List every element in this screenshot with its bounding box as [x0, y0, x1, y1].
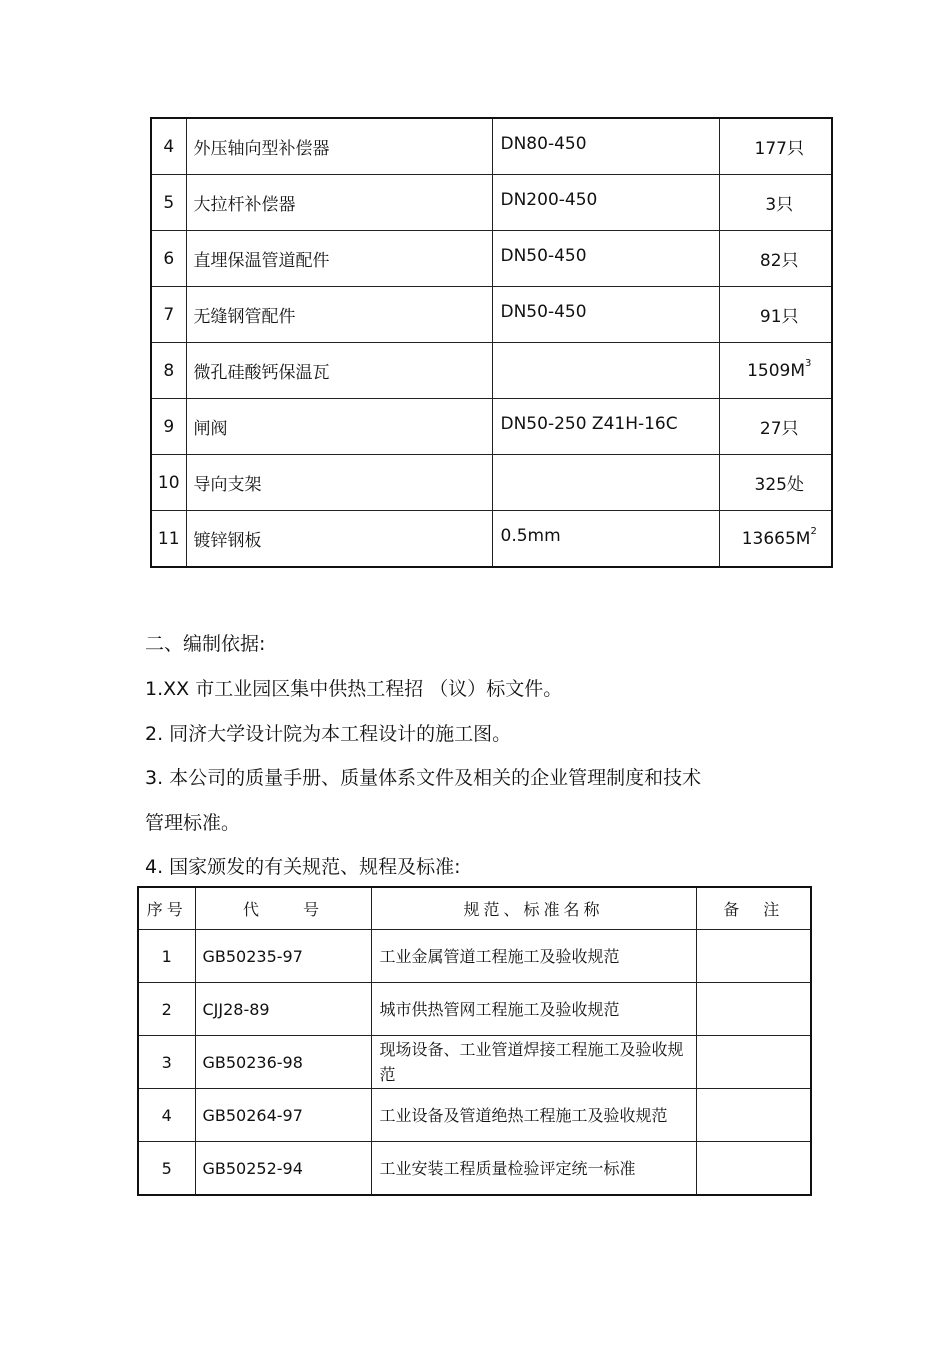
material-spec: DN200-450	[492, 175, 719, 231]
material-name: 外压轴向型补偿器	[186, 118, 492, 175]
table-row	[138, 1142, 811, 1196]
table-row	[151, 175, 832, 231]
table-header-row	[138, 887, 811, 930]
row-number: 4	[151, 118, 186, 175]
material-name: 导向支架	[186, 455, 492, 511]
row-number: 6	[151, 231, 186, 287]
row-number: 4	[138, 1089, 195, 1142]
standard-code: GB50236-98	[195, 1036, 371, 1089]
basis-item-4: 4. 国家颁发的有关规范、规程及标准:	[145, 856, 461, 878]
table-row	[138, 1036, 811, 1089]
row-number: 1	[138, 930, 195, 983]
basis-item-1: 1.XX 市工业园区集中供热工程招 （议）标文件。	[145, 678, 563, 700]
header-remark: 备 注	[696, 887, 811, 930]
table-row	[151, 118, 832, 175]
qty-exponent: 3	[805, 357, 812, 369]
standard-name: 工业安装工程质量检验评定统一标准	[371, 1142, 696, 1196]
section-heading: 二、编制依据:	[145, 633, 266, 655]
standard-name: 现场设备、工业管道焊接工程施工及验收规范	[371, 1036, 696, 1089]
standard-remark	[696, 983, 811, 1036]
table-row	[151, 231, 832, 287]
row-number: 5	[151, 175, 186, 231]
table-row	[151, 455, 832, 511]
standard-code: CJJ28-89	[195, 983, 371, 1036]
material-spec	[492, 343, 719, 399]
table-row	[151, 511, 832, 568]
standard-name: 工业金属管道工程施工及验收规范	[371, 930, 696, 983]
material-qty	[719, 343, 832, 399]
qty-value: 91只	[759, 307, 799, 327]
row-number: 11	[151, 511, 186, 568]
qty-value: 1509M	[747, 360, 806, 381]
standards-table	[137, 886, 812, 1196]
material-qty	[719, 231, 832, 287]
qty-value: 177只	[754, 139, 804, 159]
material-qty	[719, 399, 832, 455]
qty-value: 325处	[754, 475, 804, 495]
row-number: 3	[138, 1036, 195, 1089]
materials-table	[150, 117, 833, 568]
standard-code: GB50235-97	[195, 930, 371, 983]
material-name: 大拉杆补偿器	[186, 175, 492, 231]
material-qty	[719, 287, 832, 343]
standard-name: 工业设备及管道绝热工程施工及验收规范	[371, 1089, 696, 1142]
row-number: 8	[151, 343, 186, 399]
standard-code: GB50264-97	[195, 1089, 371, 1142]
basis-item-3: 3. 本公司的质量手册、质量体系文件及相关的企业管理制度和技术	[145, 767, 702, 789]
row-number: 5	[138, 1142, 195, 1196]
qty-value: 27只	[759, 419, 799, 439]
material-qty	[719, 455, 832, 511]
standard-name: 城市供热管网工程施工及验收规范	[371, 983, 696, 1036]
table-row	[151, 343, 832, 399]
row-number: 9	[151, 399, 186, 455]
qty-exponent: 2	[810, 525, 817, 537]
qty-value: 13665M	[741, 528, 811, 549]
material-qty	[719, 175, 832, 231]
material-name: 微孔硅酸钙保温瓦	[186, 343, 492, 399]
material-spec: DN50-450	[492, 231, 719, 287]
material-qty	[719, 118, 832, 175]
material-spec: DN50-250 Z41H-16C	[492, 399, 719, 455]
row-number: 10	[151, 455, 186, 511]
standard-remark	[696, 1036, 811, 1089]
basis-item-2: 2. 同济大学设计院为本工程设计的施工图。	[145, 723, 512, 745]
material-spec: 0.5mm	[492, 511, 719, 568]
header-no: 序号	[138, 887, 195, 930]
table-row	[138, 983, 811, 1036]
header-name: 规范、标准名称	[371, 887, 696, 930]
table-row	[151, 287, 832, 343]
standard-remark	[696, 930, 811, 983]
material-name: 直埋保温管道配件	[186, 231, 492, 287]
material-spec: DN80-450	[492, 118, 719, 175]
basis-item-3-continued: 管理标准。	[145, 812, 241, 834]
qty-value: 3只	[765, 195, 794, 215]
material-name: 无缝钢管配件	[186, 287, 492, 343]
material-spec	[492, 455, 719, 511]
table-row	[138, 930, 811, 983]
standard-remark	[696, 1089, 811, 1142]
table-row	[151, 399, 832, 455]
row-number: 7	[151, 287, 186, 343]
standard-remark	[696, 1142, 811, 1196]
material-spec: DN50-450	[492, 287, 719, 343]
qty-value: 82只	[759, 251, 799, 271]
table-row	[138, 1089, 811, 1142]
material-qty	[719, 511, 832, 568]
material-name: 闸阀	[186, 399, 492, 455]
material-name: 镀锌钢板	[186, 511, 492, 568]
standard-code: GB50252-94	[195, 1142, 371, 1196]
header-code: 代 号	[195, 887, 371, 930]
row-number: 2	[138, 983, 195, 1036]
